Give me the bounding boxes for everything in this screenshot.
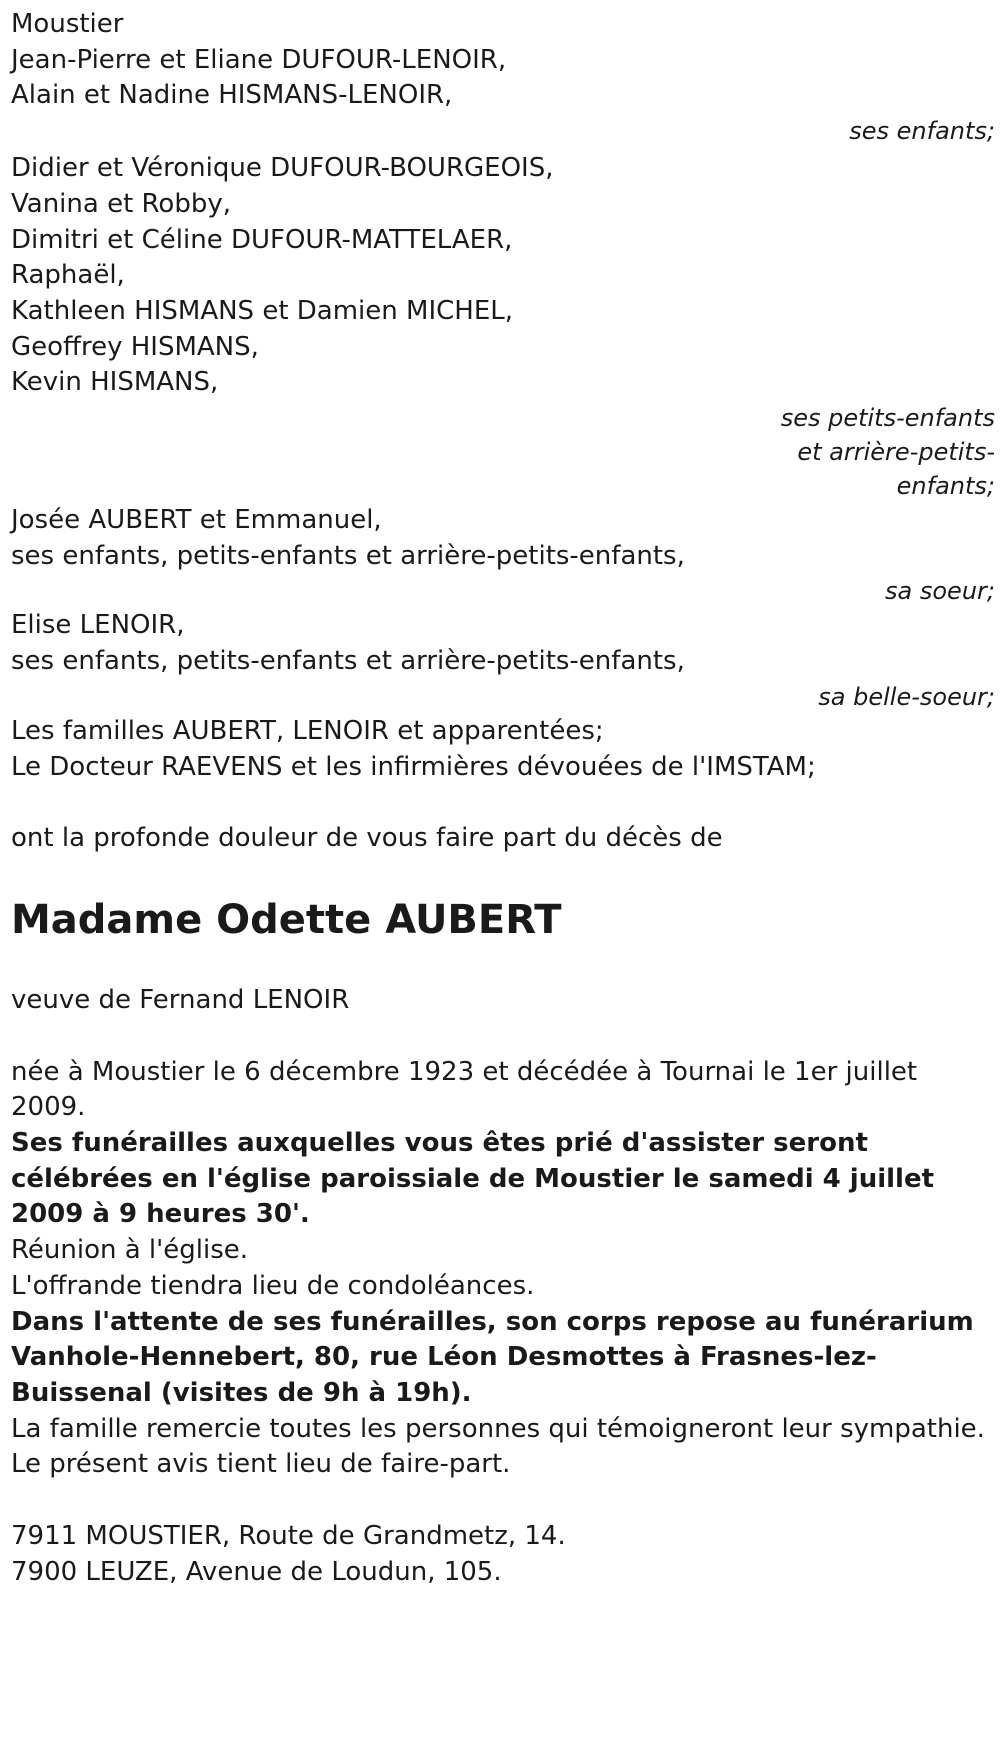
offering-text: L'offrande tiendra lieu de condoléances. — [11, 1270, 535, 1301]
address-line: 7911 MOUSTIER, Route de Grandmetz, 14. — [11, 1521, 566, 1552]
family-name-line: ses enfants, petits-enfants et arrière-petits-enfants, — [11, 646, 685, 677]
birth-death-text: née à Moustier le 6 décembre 1923 et décédée à Tournai le 1er juillet 2009. — [11, 1056, 918, 1123]
family-name-line: ses enfants, petits-enfants et arrière-petits-enfants, — [11, 540, 685, 571]
family-name-line: Josée AUBERT et Emmanuel, — [11, 505, 382, 536]
grandchildren-group — [11, 151, 995, 503]
family-name-line: Vanina et Robby, — [11, 188, 231, 219]
family-name-line: Jean-Pierre et Eliane DUFOUR-LENOIR, — [11, 44, 507, 75]
family-name-line: Le Docteur RAEVENS et les infirmières dévouées de l'IMSTAM; — [11, 751, 816, 782]
relation-label: ses enfants; — [849, 117, 995, 146]
meeting-text: Réunion à l'église. — [11, 1235, 249, 1266]
relation-label: et arrière-petits- — [797, 438, 995, 467]
place-line: Moustier — [11, 9, 124, 39]
sister-in-law-group — [11, 608, 995, 713]
obituary-notice — [11, 7, 995, 1591]
thanks-text: La famille remercie toutes les personnes qui témoigneront leur sympathie. — [11, 1413, 985, 1444]
family-name-line: Kevin HISMANS, — [11, 367, 219, 398]
notice-note-text: Le présent avis tient lieu de faire-part. — [11, 1449, 511, 1480]
deceased-name: Madame Odette AUBERT — [11, 896, 562, 943]
funeral-details: Ses funérailles auxquelles vous êtes prié d'assister seront célébrées en l'église paroissiale de Moustier le samedi 4 juillet 2009 à 9 heures 30'. — [11, 1128, 935, 1230]
announcement-text: ont la profonde douleur de vous faire part du décès de — [11, 823, 723, 854]
family-name-line: Raphaël, — [11, 260, 125, 291]
relation-label: ses petits-enfants — [780, 404, 995, 433]
family-name-line: Kathleen HISMANS et Damien MICHEL, — [11, 295, 513, 326]
widow-of-text: veuve de Fernand LENOIR — [11, 984, 350, 1015]
family-name-line: Geoffrey HISMANS, — [11, 331, 259, 362]
address-line: 7900 LEUZE, Avenue de Loudun, 105. — [11, 1556, 502, 1587]
family-name-line: Didier et Véronique DUFOUR-BOURGEOIS, — [11, 153, 554, 184]
family-name-line: Dimitri et Céline DUFOUR-MATTELAER, — [11, 224, 513, 255]
family-name-line: Elise LENOIR, — [11, 610, 185, 641]
sister-group — [11, 503, 995, 608]
relation-label: sa soeur; — [885, 577, 995, 606]
relation-label: enfants; — [896, 472, 995, 501]
resting-place-details: Dans l'attente de ses funérailles, son corps repose au funérarium Vanhole-Hennebert, 80, rue Léon Desmottes à Frasnes-lez-Buissenal (visites de 9h à 19h). — [11, 1306, 974, 1408]
family-name-line: Alain et Nadine HISMANS-LENOIR, — [11, 80, 453, 111]
children-group — [11, 43, 995, 148]
relation-label: sa belle-soeur; — [818, 682, 995, 711]
family-name-line: Les familles AUBERT, LENOIR et apparentées; — [11, 715, 604, 746]
